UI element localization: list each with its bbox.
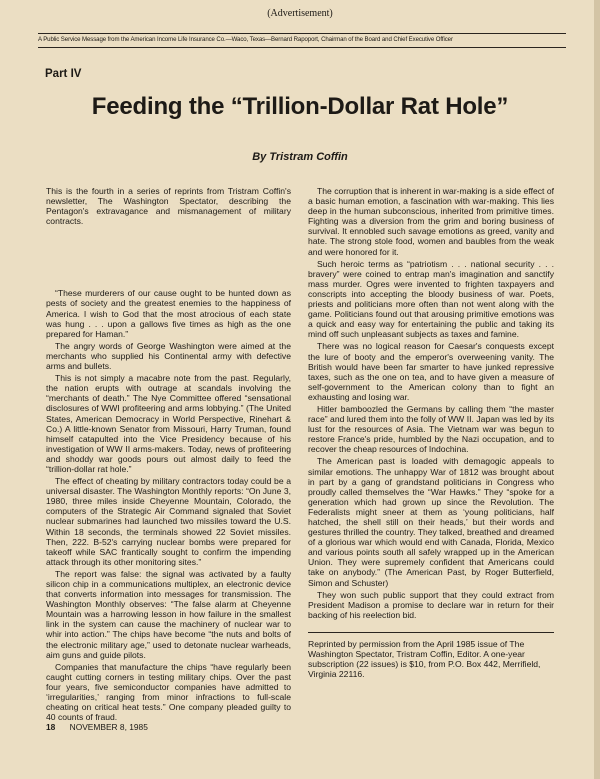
header-rule xyxy=(38,47,566,48)
paragraph: Companies that manufacture the chips “have regularly been caught cutting corners in testing military chips. Over the past four years, five semiconductor companies have admitted to ‘irregularities,’ ranging from minor infractions to full-scale cheating on critical heat tests.” One company pleaded guilty to 40 counts of fraud. xyxy=(46,661,291,723)
intro-paragraph: This is the fourth in a series of reprints from Tristram Coffin's newsletter, The Washington Spectator, describing the Pentagon's extravagance and mismanagement of military contracts. xyxy=(46,186,291,227)
left-column xyxy=(46,186,291,724)
credit-rule xyxy=(308,632,554,633)
right-column xyxy=(308,186,554,681)
part-label: Part IV xyxy=(45,68,82,80)
paragraph: The angry words of George Washington were aimed at the merchants who supplied his Continental army with defective arms and bullets. xyxy=(46,340,291,372)
page-number: 18 xyxy=(46,722,56,732)
advertisement-label: (Advertisement) xyxy=(267,8,333,19)
paragraph: Hitler bamboozled the Germans by calling them “the master race” and lured them into the folly of WW II. Japan was led by its lust for the resources of Asia. The Vietnam war was begun to restore France's pride, humbled by the Nazi occupation, and to recover the cheap resources of Indochina. xyxy=(308,403,554,455)
paragraph: They won such public support that they could extract from President Madison a promise to declare war in return for their backing of his reelection bid. xyxy=(308,589,554,620)
paragraph: The effect of cheating by military contractors today could be a universal disaster. The Washington Monthly reports: “On June 3, 1980, three miles inside Cheyenne Mountain, Colorado, the computers of the Strategic Air Command signaled that Soviet nuclear submarines had launched two missiles toward the U.S. Within 18 seconds, the terminals showed 22 Soviet missiles. Then, 222. B-52's carrying nuclear bombs were prepared for takeoff while SAC frantically sought to confirm the impending attack through its other monitoring sites.” xyxy=(46,476,291,567)
top-rule xyxy=(38,33,566,34)
page-footer xyxy=(46,722,148,732)
paragraph: There was no logical reason for Caesar's conquests except the lure of booty and the emperor's overweening vanity. The British would have been far smarter to have junked repressive taxes, such as the one on tea, and to have given a measure of self-government to the American colony than to fight an exhausting and losing war. xyxy=(308,341,554,402)
paragraph: Such heroic terms as “patriotism . . . national security . . . bravery” were coined to entrap man's imagination and sanctify mass murder. Ogres were invented to frighten taxpayers and conscripts into accepting the bloody business of war. Poets, priests and politicians more often than not went along with the game. Politicians found out that arousing primitive emotions was a quick and easy way for entertaining the public and taking its mind off such unpleasant subjects as taxes and famine. xyxy=(308,258,554,340)
article-title: Feeding the “Trillion-Dollar Rat Hole” xyxy=(91,93,509,120)
issue-date: NOVEMBER 8, 1985 xyxy=(69,722,148,732)
page-edge xyxy=(594,0,600,779)
byline: By Tristram Coffin xyxy=(252,151,348,163)
paragraph: The report was false: the signal was activated by a faulty silicon chip in a communications multiplex, an electronic device that converts information into messages for transmission. The Washington Monthly observes: “The false alarm at Cheyenne Mountain was a harrowing lesson in how failure in the smallest link in the system can cause the machinery of nuclear war to whir into action.” The chips have become “the nuts and bolts of the electronic military age,” used to detonate nuclear warheads, aim guns and guide pilots. xyxy=(46,568,291,660)
paragraph: “These murderers of our cause ought to be hunted down as pests of society and the greatest enemies to the happiness of America. I wish to God that the most atrocious of each state was hung . . . upon a gallows five times as high as the one prepared for Haman.” xyxy=(46,288,291,339)
paragraph: The American past is loaded with demagogic appeals to similar emotions. The unhappy War of 1812 was brought about in part by a gang of grandstand politicians in Congress who proudly called themselves the “War Hawks.” They “spoke for a generation which had grown up since the Revolution. The Federalists might sneer at them as ‘young politicians, half hatched, the shell still on their heads,’ but their words and gestures thrilled the country. They talked, breathed and dreamed of a glorious war which would end with Canada, Florida, Mexico and various points south all safely wrapped up in the American Union. They were supremely confident that Americans could take on anybody.” (The American Past, by Roger Butterfield, Simon and Schuster) xyxy=(308,456,554,588)
reprint-credit: Reprinted by permission from the April 1985 issue of The Washington Spectator, Tristram Coffin, Editor. A one-year subscription (22 issues) is $10, from P.O. Box 442, Merrifield, Virginia 22116. xyxy=(308,638,541,680)
public-service-message: A Public Service Message from the American Income Life Insurance Co.—Waco, Texas—Bernard Rapoport, Chairman of the Board and Chief Executive Officer xyxy=(38,36,453,43)
paragraph: This is not simply a macabre note from the past. Regularly, the nation erupts with outrage at scandals involving the “merchants of death.” The Nye Committee offered “sensational disclosures of WWI profiteering and arms lobbying.” (The United States, American Democracy in World Perspective, Rinehart & Co.) A little-known Senator from Missouri, Harry Truman, found himself catapulted into the Vice Presidency because of his investigation of WW II arms-makers. Today, news of profiteering and shoddy war goods pours out almost daily to feed the “trillion-dollar rat hole.” xyxy=(46,373,291,474)
paragraph: The corruption that is inherent in war-making is a side effect of a basic human emotion, a fascination with war-making. This lies deep in the human subconscious, inherited from primitive times. Fighting was a diversion from the grim and boring business of survival. It ennobled such savage emotions as greed, vanity and hate. The strong stole food, women and baubles from the weak and were honored for it. xyxy=(308,186,554,257)
